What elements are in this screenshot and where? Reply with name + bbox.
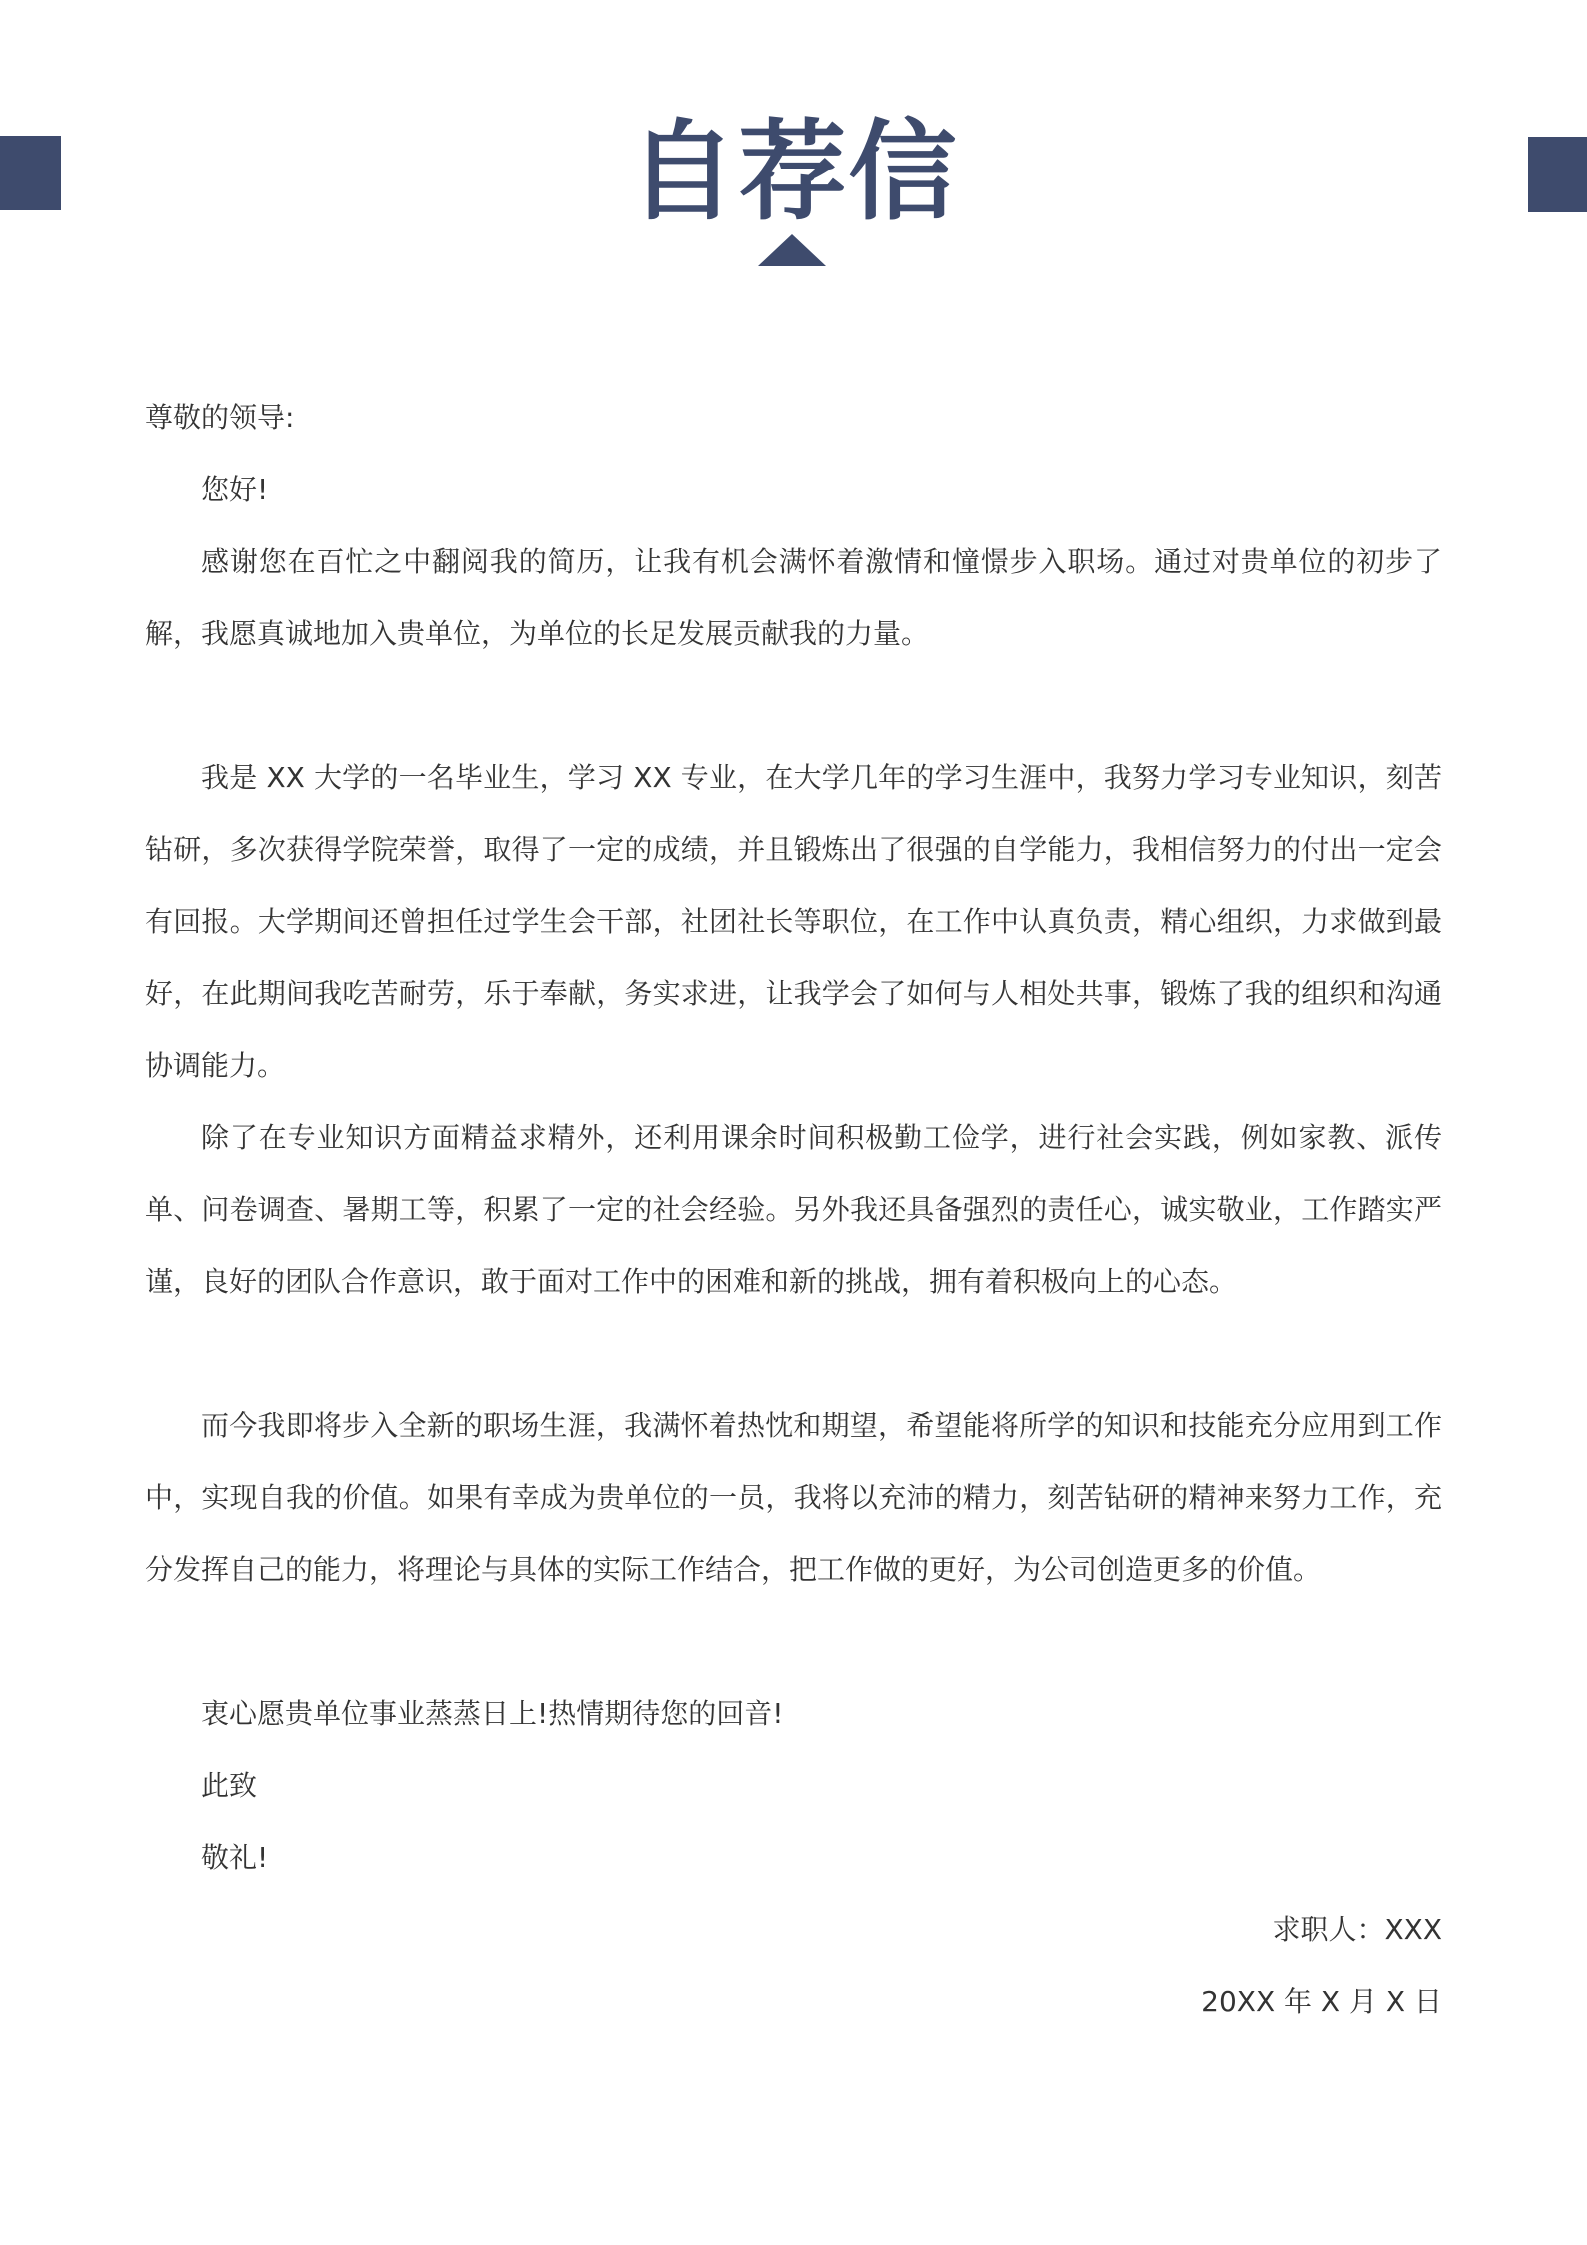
date: 20XX 年 X 月 X 日 [1201,1985,1442,2018]
letter-title: 自荐信 [628,110,959,235]
paragraph-aspiration: 而今我即将步入全新的职场生涯，我满怀着热忱和期望，希望能将所学的知识和技能充分应用到工作中，实现自我的价值。如果有幸成为贵单位的一员，我将以充沛的精力，刻苦钻研的精神来努力工作，充分发挥自己的能力，将理论与具体的实际工作结合，把工作做的更好，为公司创造更多的价值。 [145,1409,1442,1586]
title-triangle-decoration [758,234,826,266]
greeting: 您好! [201,473,269,506]
paragraph-spacer [145,1318,1442,1390]
paragraph-intro: 感谢您在百忙之中翻阅我的简历，让我有机会满怀着激情和憧憬步入职场。通过对贵单位的初步了解，我愿真诚地加入贵单位，为单位的长足发展贡献我的力量。 [145,545,1442,650]
closing-line-1: 此致 [201,1769,258,1802]
paragraph-wishes: 衷心愿贵单位事业蒸蒸日上!热情期待您的回音! [201,1697,784,1730]
paragraph-spacer [145,670,1442,742]
salutation: 尊敬的领导: [145,401,295,434]
paragraph-education: 我是 XX 大学的一名毕业生，学习 XX 专业，在大学几年的学习生涯中，我努力学习专业知识，刻苦钻研，多次获得学院荣誉，取得了一定的成绩，并且锻炼出了很强的自学能力，我相信努力的付出一定会有回报。大学期间还曾担任过学生会干部，社团社长等职位，在工作中认真负责，精心组织，力求做到最好，在此期间我吃苦耐劳，乐于奉献，务实求进，让我学会了如何与人相处共事，锻炼了我的组织和沟通协调能力。 [145,761,1442,1082]
paragraph-spacer [145,1606,1442,1678]
letter-body [145,382,1442,2038]
signature: 求职人：XXX [1272,1913,1442,1946]
closing-line-2: 敬礼! [201,1841,269,1874]
paragraph-experience: 除了在专业知识方面精益求精外，还利用课余时间积极勤工俭学，进行社会实践，例如家教、派传单、问卷调查、暑期工等，积累了一定的社会经验。另外我还具备强烈的责任心，诚实敬业，工作踏实严谨，良好的团队合作意识，敢于面对工作中的困难和新的挑战，拥有着积极向上的心态。 [145,1121,1442,1298]
